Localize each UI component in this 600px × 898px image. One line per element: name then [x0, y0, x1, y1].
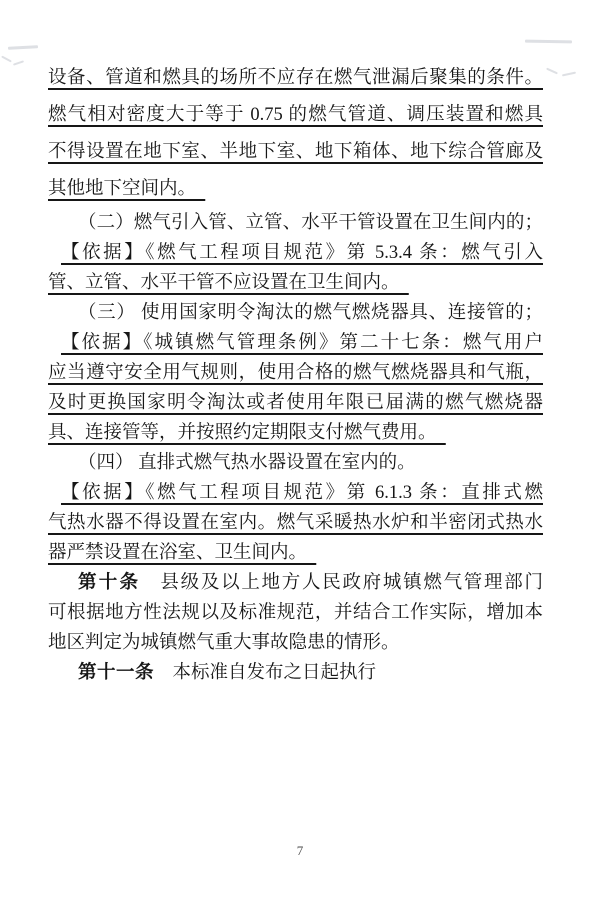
text-line [48, 658, 543, 688]
article-number: 第十一条 [78, 663, 155, 683]
underlined-text: 【依据】《城镇燃气管理条例》第二十七条：燃气用户 [61, 333, 543, 353]
text-line [48, 298, 543, 328]
text-line [48, 628, 543, 658]
plain-text: 第十条 县级及以上地方人民政府城镇燃气管理部门 [78, 573, 543, 593]
plain-text: 第十一条 本标准自发布之日起执行 [78, 663, 377, 683]
underlined-text: 应当遵守安全用气规则，使用合格的燃气燃烧器具和气瓶， [48, 363, 543, 383]
underlined-text: 管、立管、水平干管不应设置在卫生间内。 [48, 273, 409, 293]
underlined-text: 【依据】《燃气工程项目规范》第 5.3.4 条：燃气引入 [61, 243, 543, 263]
underlined-text: 其他地下空间内。 [48, 179, 206, 199]
text-line [48, 238, 543, 268]
underlined-text: 及时更换国家明令淘汰或者使用年限已届满的燃气燃烧器 [48, 393, 543, 413]
underlined-text: 设备、管道和燃具的场所不应存在燃气泄漏后聚集的条件。 [48, 68, 543, 88]
text-line [48, 97, 543, 134]
plain-text: （三） 使用国家明令淘汰的燃气燃烧器具、连接管的； [78, 303, 543, 323]
underlined-text: 器严禁设置在浴室、卫生间内。 [48, 543, 317, 563]
scan-artifact [8, 45, 38, 50]
text-line [48, 268, 543, 298]
text-line [48, 134, 543, 171]
plain-text: 可根据地方性法规以及标准规范，并结合工作实际，增加本 [48, 603, 543, 623]
underlined-text: 不得设置在地下室、半地下室、地下箱体、地下综合管廊及 [48, 142, 543, 162]
text-line [48, 328, 543, 358]
scan-artifact [13, 60, 24, 65]
document-lines [48, 60, 543, 688]
plain-text: 地区判定为城镇燃气重大事故隐患的情形。 [48, 633, 400, 653]
scan-artifact [562, 72, 576, 77]
page-number: 7 [296, 843, 304, 858]
scan-artifact [546, 68, 558, 75]
scan-artifact [525, 40, 572, 44]
text-line [48, 418, 543, 448]
text-line [48, 538, 543, 568]
text-line [48, 208, 543, 238]
underlined-text: 【依据】《燃气工程项目规范》第 6.1.3 条：直排式燃 [61, 483, 543, 503]
underlined-text: 具、连接管等，并按照约定期限支付燃气费用。 [48, 423, 446, 443]
text-line [48, 568, 543, 598]
text-line [48, 358, 543, 388]
text-line [48, 60, 543, 97]
text-line [48, 448, 543, 478]
plain-text: （二）燃气引入管、立管、水平干管设置在卫生间内的； [78, 213, 543, 233]
underlined-text: 气热水器不得设置在室内。燃气采暖热水炉和半密闭式热水 [48, 513, 543, 533]
article-number: 第十条 [78, 573, 141, 593]
plain-text: （四） 直排式燃气热水器设置在室内的。 [78, 453, 416, 473]
text-line [48, 388, 543, 418]
text-line [48, 598, 543, 628]
text-line [48, 508, 543, 538]
underlined-text: 燃气相对密度大于等于 0.75 的燃气管道、调压装置和燃具 [48, 105, 543, 125]
scan-artifact [1, 56, 12, 63]
text-line [48, 478, 543, 508]
text-line [48, 171, 543, 208]
